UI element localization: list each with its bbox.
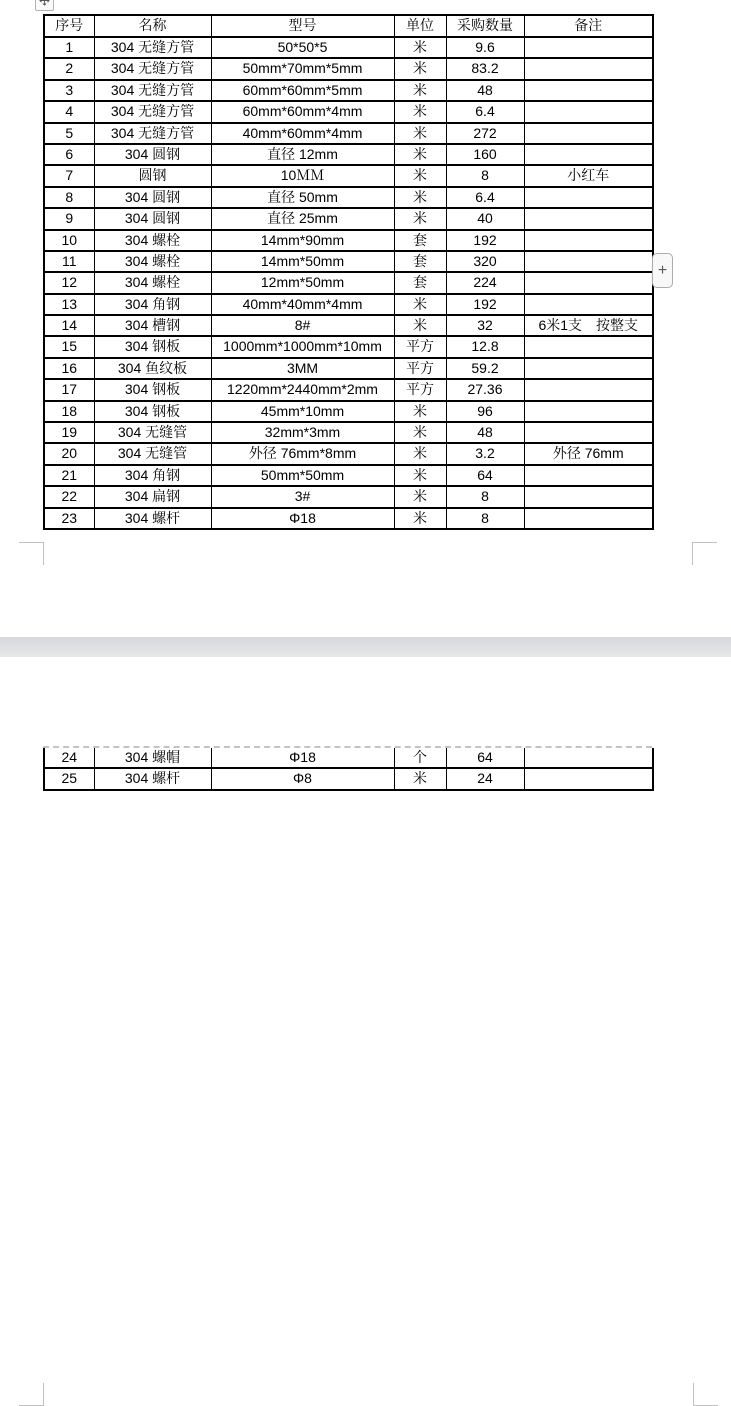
column-header[interactable]: 备注 (524, 15, 653, 37)
table-cell[interactable]: 32mm*3mm (211, 422, 394, 443)
table-cell[interactable]: 米 (394, 768, 446, 789)
table-row (44, 768, 653, 789)
table-cell[interactable]: 米 (394, 187, 446, 208)
table-cell[interactable]: 192 (446, 294, 524, 315)
table-cell[interactable]: 外径 76mm*8mm (211, 443, 394, 464)
table-cell[interactable]: 米 (394, 144, 446, 165)
table-cell[interactable]: 米 (394, 80, 446, 101)
table-cell[interactable]: 224 (446, 272, 524, 293)
table-cell[interactable]: 304 无缝方管 (94, 123, 211, 144)
table-cell[interactable]: 米 (394, 422, 446, 443)
column-header[interactable]: 型号 (211, 15, 394, 37)
move-arrows-icon (39, 0, 50, 11)
table-cell[interactable]: 304 无缝管 (94, 443, 211, 464)
table-row (44, 272, 653, 293)
table-cell[interactable] (524, 37, 653, 58)
table-row (44, 508, 653, 529)
table-cell[interactable] (524, 294, 653, 315)
table-cell[interactable]: 10ＭＭ (211, 165, 394, 186)
table-cell[interactable]: 304 螺杆 (94, 768, 211, 789)
table-cell[interactable]: 米 (394, 315, 446, 336)
margin-mark-top-left (19, 1383, 44, 1406)
table-cell[interactable]: 套 (394, 230, 446, 251)
table-cell[interactable]: 21 (44, 465, 94, 486)
table-cell[interactable] (524, 251, 653, 272)
table-cell[interactable]: 304 圆钢 (94, 208, 211, 229)
table-cell[interactable]: 2 (44, 58, 94, 79)
table-cell[interactable]: 20 (44, 443, 94, 464)
table-cell[interactable]: 96 (446, 401, 524, 422)
table-cell[interactable]: 27.36 (446, 379, 524, 400)
table-cell[interactable]: 米 (394, 486, 446, 507)
table-cell[interactable]: 8 (446, 508, 524, 529)
table-cell[interactable]: 1220mm*2440mm*2mm (211, 379, 394, 400)
table-cell[interactable] (524, 336, 653, 357)
table-cell[interactable]: 平方 (394, 358, 446, 379)
table-row (44, 144, 653, 165)
table-cell[interactable]: 304 螺栓 (94, 272, 211, 293)
table-row (44, 251, 653, 272)
table-row (44, 465, 653, 486)
table-cell[interactable]: 304 螺栓 (94, 230, 211, 251)
table-cell[interactable]: Φ18 (211, 748, 394, 768)
table-row (44, 80, 653, 101)
table-cell[interactable]: 4 (44, 101, 94, 122)
table-cell[interactable]: 米 (394, 123, 446, 144)
table-cell[interactable]: 48 (446, 80, 524, 101)
table-cell[interactable]: 83.2 (446, 58, 524, 79)
table-cell[interactable]: 13 (44, 294, 94, 315)
table-cell[interactable]: 59.2 (446, 358, 524, 379)
table-cell[interactable]: 10 (44, 230, 94, 251)
table-cell[interactable]: 304 无缝方管 (94, 80, 211, 101)
table-cell[interactable]: 米 (394, 401, 446, 422)
table-cell[interactable]: 3.2 (446, 443, 524, 464)
procurement-table-page2 (43, 748, 654, 791)
table-cell[interactable] (524, 272, 653, 293)
table-cell[interactable]: 304 钢板 (94, 379, 211, 400)
table-cell[interactable]: 6.4 (446, 187, 524, 208)
table-cell[interactable]: 304 角钢 (94, 465, 211, 486)
table-cell[interactable]: Φ8 (211, 768, 394, 789)
margin-mark-bottom-left (19, 542, 44, 565)
table-cell[interactable]: 米 (394, 58, 446, 79)
table-row (44, 294, 653, 315)
margin-mark-top-right (693, 1383, 718, 1406)
table-cell[interactable]: 直径 12mm (211, 144, 394, 165)
table-row (44, 58, 653, 79)
table-cell[interactable] (524, 358, 653, 379)
table-cell[interactable]: 32 (446, 315, 524, 336)
table-cell[interactable] (524, 230, 653, 251)
table-cell[interactable]: 11 (44, 251, 94, 272)
margin-mark-bottom-right (692, 542, 717, 565)
table-cell[interactable]: 22 (44, 486, 94, 507)
table-cell[interactable] (524, 486, 653, 507)
table-cell[interactable]: 米 (394, 37, 446, 58)
table-cell[interactable]: 米 (394, 208, 446, 229)
table-cell[interactable]: 3# (211, 486, 394, 507)
table-cell[interactable]: 7 (44, 165, 94, 186)
table-cell[interactable] (524, 379, 653, 400)
table-cell[interactable] (524, 101, 653, 122)
table-header-row (44, 15, 653, 37)
table-cell[interactable]: 45mm*10mm (211, 401, 394, 422)
table-cell[interactable]: 3MM (211, 358, 394, 379)
table-cell[interactable]: 米 (394, 508, 446, 529)
table-cell[interactable] (524, 208, 653, 229)
table-cell[interactable]: 304 无缝管 (94, 422, 211, 443)
table-cell[interactable]: 304 槽钢 (94, 315, 211, 336)
table-cell[interactable]: 60mm*60mm*4mm (211, 101, 394, 122)
table-cell[interactable]: 304 钢板 (94, 401, 211, 422)
table-cell[interactable]: 24 (44, 748, 94, 768)
table-cell[interactable]: 米 (394, 101, 446, 122)
table-cell[interactable]: 米 (394, 443, 446, 464)
column-header[interactable]: 采购数量 (446, 15, 524, 37)
table-cell[interactable]: 平方 (394, 379, 446, 400)
table-cell[interactable]: Φ18 (211, 508, 394, 529)
table-cell[interactable]: 304 扁钢 (94, 486, 211, 507)
table-cell[interactable]: 12mm*50mm (211, 272, 394, 293)
table-cell[interactable]: 48 (446, 422, 524, 443)
table-cell[interactable]: 9 (44, 208, 94, 229)
table-cell[interactable] (524, 422, 653, 443)
table-cell[interactable]: 304 钢板 (94, 336, 211, 357)
table-cell[interactable]: 304 无缝方管 (94, 58, 211, 79)
table-cell[interactable]: 8 (44, 187, 94, 208)
table-cell[interactable]: 套 (394, 251, 446, 272)
table-cell[interactable]: 9.6 (446, 37, 524, 58)
table-row (44, 486, 653, 507)
insert-row-plus-button[interactable]: + (652, 253, 673, 288)
table-cell[interactable] (524, 768, 653, 789)
table-row (44, 358, 653, 379)
table-cell[interactable]: 直径 25mm (211, 208, 394, 229)
table-row (44, 165, 653, 186)
table-cell[interactable]: 8# (211, 315, 394, 336)
table-cell[interactable]: 直径 50mm (211, 187, 394, 208)
table-row (44, 208, 653, 229)
table-cell[interactable]: 18 (44, 401, 94, 422)
table-cell[interactable] (524, 465, 653, 486)
table-cell[interactable]: 64 (446, 748, 524, 768)
table-row (44, 101, 653, 122)
table-cell[interactable]: 23 (44, 508, 94, 529)
table-cell[interactable]: 6米1支 按整支 (524, 315, 653, 336)
table-cell[interactable]: 304 无缝方管 (94, 101, 211, 122)
table-cell[interactable] (524, 401, 653, 422)
table-row (44, 379, 653, 400)
table-row (44, 230, 653, 251)
table-cell[interactable]: 50mm*70mm*5mm (211, 58, 394, 79)
table-cell[interactable]: 15 (44, 336, 94, 357)
table-cell[interactable]: 14 (44, 315, 94, 336)
table-cell[interactable]: 304 无缝方管 (94, 37, 211, 58)
table-cell[interactable] (524, 748, 653, 768)
table-cell[interactable]: 14mm*90mm (211, 230, 394, 251)
table-cell[interactable]: 25 (44, 768, 94, 789)
table-cell[interactable]: 6 (44, 144, 94, 165)
table-cell[interactable]: 12 (44, 272, 94, 293)
table-cell[interactable]: 160 (446, 144, 524, 165)
table-cell[interactable]: 50*50*5 (211, 37, 394, 58)
table-row (44, 37, 653, 58)
table-cell[interactable] (524, 508, 653, 529)
table-cell[interactable]: 米 (394, 165, 446, 186)
table-cell[interactable]: 304 圆钢 (94, 187, 211, 208)
table-cell[interactable]: 5 (44, 123, 94, 144)
table-cell[interactable]: 304 螺栓 (94, 251, 211, 272)
table-cell[interactable] (524, 144, 653, 165)
column-header[interactable]: 单位 (394, 15, 446, 37)
column-header[interactable]: 名称 (94, 15, 211, 37)
table-cell[interactable]: 19 (44, 422, 94, 443)
table-cell[interactable]: 40mm*60mm*4mm (211, 123, 394, 144)
table-cell[interactable] (524, 80, 653, 101)
table-cell[interactable]: 个 (394, 748, 446, 768)
table-row (44, 422, 653, 443)
procurement-table-page1 (43, 14, 654, 530)
table-cell[interactable] (524, 187, 653, 208)
table-row (44, 443, 653, 464)
table-cell[interactable]: 小红车 (524, 165, 653, 186)
column-header[interactable]: 序号 (44, 15, 94, 37)
table-cell[interactable]: 8 (446, 486, 524, 507)
table-cell[interactable]: 50mm*50mm (211, 465, 394, 486)
table-cell[interactable]: 17 (44, 379, 94, 400)
table-cell[interactable]: 304 圆钢 (94, 144, 211, 165)
table-cell[interactable]: 14mm*50mm (211, 251, 394, 272)
table-cell[interactable]: 6.4 (446, 101, 524, 122)
table-cell[interactable]: 1 (44, 37, 94, 58)
table-cell[interactable]: 平方 (394, 336, 446, 357)
table-cell[interactable]: 304 螺杆 (94, 508, 211, 529)
table-cell[interactable] (524, 123, 653, 144)
document-page-1 (0, 0, 731, 637)
table-cell[interactable]: 40 (446, 208, 524, 229)
table-cell[interactable]: 40mm*40mm*4mm (211, 294, 394, 315)
table-cell[interactable]: 60mm*60mm*5mm (211, 80, 394, 101)
table-cell[interactable]: 24 (446, 768, 524, 789)
table-row (44, 187, 653, 208)
table-cell[interactable]: 8 (446, 165, 524, 186)
page-gap (0, 637, 731, 657)
table-cell[interactable]: 米 (394, 294, 446, 315)
table-cell[interactable]: 272 (446, 123, 524, 144)
table-cell[interactable]: 64 (446, 465, 524, 486)
table-cell[interactable]: 16 (44, 358, 94, 379)
table-move-handle[interactable] (35, 0, 54, 11)
table-cell[interactable]: 304 螺帽 (94, 748, 211, 768)
table-cell[interactable]: 1000mm*1000mm*10mm (211, 336, 394, 357)
table-cell[interactable]: 304 角钢 (94, 294, 211, 315)
table-row (44, 123, 653, 144)
table-row (44, 748, 653, 768)
table-cell[interactable] (524, 58, 653, 79)
table-cell[interactable]: 3 (44, 80, 94, 101)
table-cell[interactable]: 320 (446, 251, 524, 272)
table-row (44, 315, 653, 336)
table-cell[interactable]: 圆钢 (94, 165, 211, 186)
table-cell[interactable]: 192 (446, 230, 524, 251)
table-row (44, 401, 653, 422)
table-cell[interactable]: 套 (394, 272, 446, 293)
table-cell[interactable]: 米 (394, 465, 446, 486)
table-row (44, 336, 653, 357)
table-cell[interactable]: 12.8 (446, 336, 524, 357)
table-cell[interactable]: 外径 76mm (524, 443, 653, 464)
table-cell[interactable]: 304 鱼纹板 (94, 358, 211, 379)
